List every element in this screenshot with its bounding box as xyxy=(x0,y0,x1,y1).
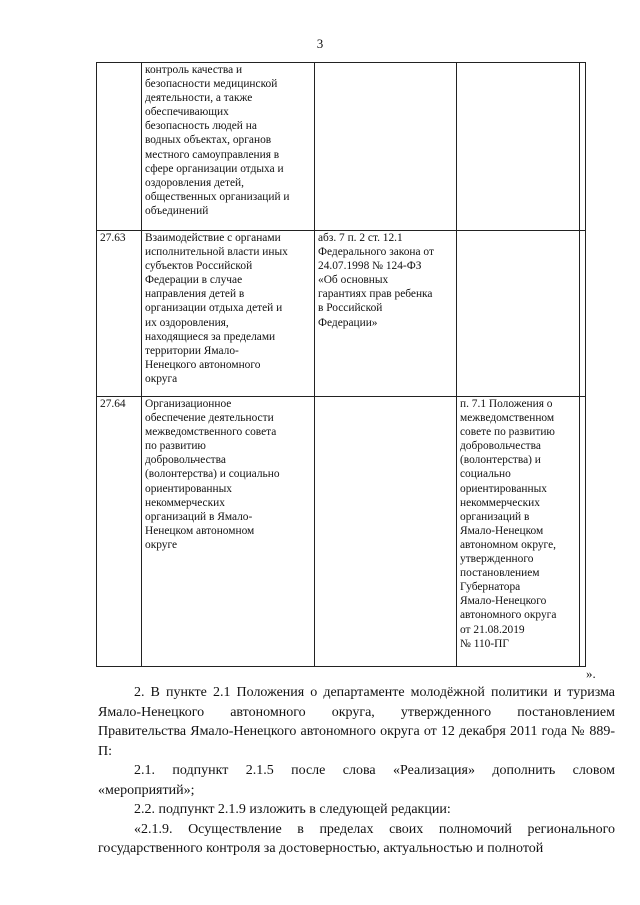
row-number-cell xyxy=(97,63,142,231)
page-number: 3 xyxy=(316,36,324,51)
paragraph-2-1-9: «2.1.9. Осуществление в пределах своих полномочий регионального государственного контроля за достоверностью, актуальностью и полнотой xyxy=(98,821,615,856)
row-basis-cell xyxy=(315,397,457,667)
row-basis2-cell xyxy=(457,231,580,397)
row-basis2-cell: п. 7.1 Положения о межведомственном совете по развитию добровольчества (волонтерства) и социально ориентированных некоммерческих организаций в Ямало-Ненецком автономном округе, утвержденного постановлением Губернатора Ямало-Ненецкого автономного округа от 21.08.2019 № 110-ПГ xyxy=(457,397,580,667)
row-basis2-cell xyxy=(457,63,580,231)
table-row xyxy=(97,63,586,231)
row-title-cell: Взаимодействие с органами исполнительной власти иных субъектов Российской Федерации в случае направления детей в организации отдыха детей и их оздоровления, находящиеся за пределами территории Ямало- Ненецкого автономного округа xyxy=(142,231,315,397)
row-title-cell: Организационное обеспечение деятельности межведомственного совета по развитию добровольчества (волонтерства) и социально ориентированных некоммерческих организаций в Ямало- Ненецком автономном округе xyxy=(142,397,315,667)
table-row xyxy=(97,231,586,397)
row-extra-cell xyxy=(580,63,586,231)
row-extra-cell xyxy=(580,397,586,667)
body-text xyxy=(98,683,615,859)
paragraph-2-1: 2.1. подпункт 2.1.5 после слова «Реализация» дополнить словом «мероприятий»; xyxy=(98,763,615,798)
row-number-cell: 27.63 xyxy=(97,231,142,397)
paragraph-2-2: 2.2. подпункт 2.1.9 изложить в следующей редакции: xyxy=(134,802,451,817)
row-number-cell: 27.64 xyxy=(97,397,142,667)
paragraph-2: 2. В пункте 2.1 Положения о департаменте молодёжной политики и туризма Ямало-Ненецкого автономного округа, утвержденного постановлением Правительства Ямало-Ненецкого автономного округа от 12 декабря 2011 года № 889-П: xyxy=(98,685,615,759)
document-table xyxy=(96,62,586,667)
row-title-cell: контроль качества и безопасности медицинской деятельности, а также обеспечивающих безопасность людей на водных объектах, органов местного самоуправления в сфере организации отдыха и оздоровления детей, общественных организаций и объединений xyxy=(142,63,315,231)
row-extra-cell xyxy=(580,231,586,397)
closing-quote-mark: ». xyxy=(586,666,596,681)
row-basis-cell: абз. 7 п. 2 ст. 12.1 Федерального закона от 24.07.1998 № 124-ФЗ «Об основных гарантиях прав ребенка в Российской Федерации» xyxy=(315,231,457,397)
row-basis-cell xyxy=(315,63,457,231)
table-row xyxy=(97,397,586,667)
